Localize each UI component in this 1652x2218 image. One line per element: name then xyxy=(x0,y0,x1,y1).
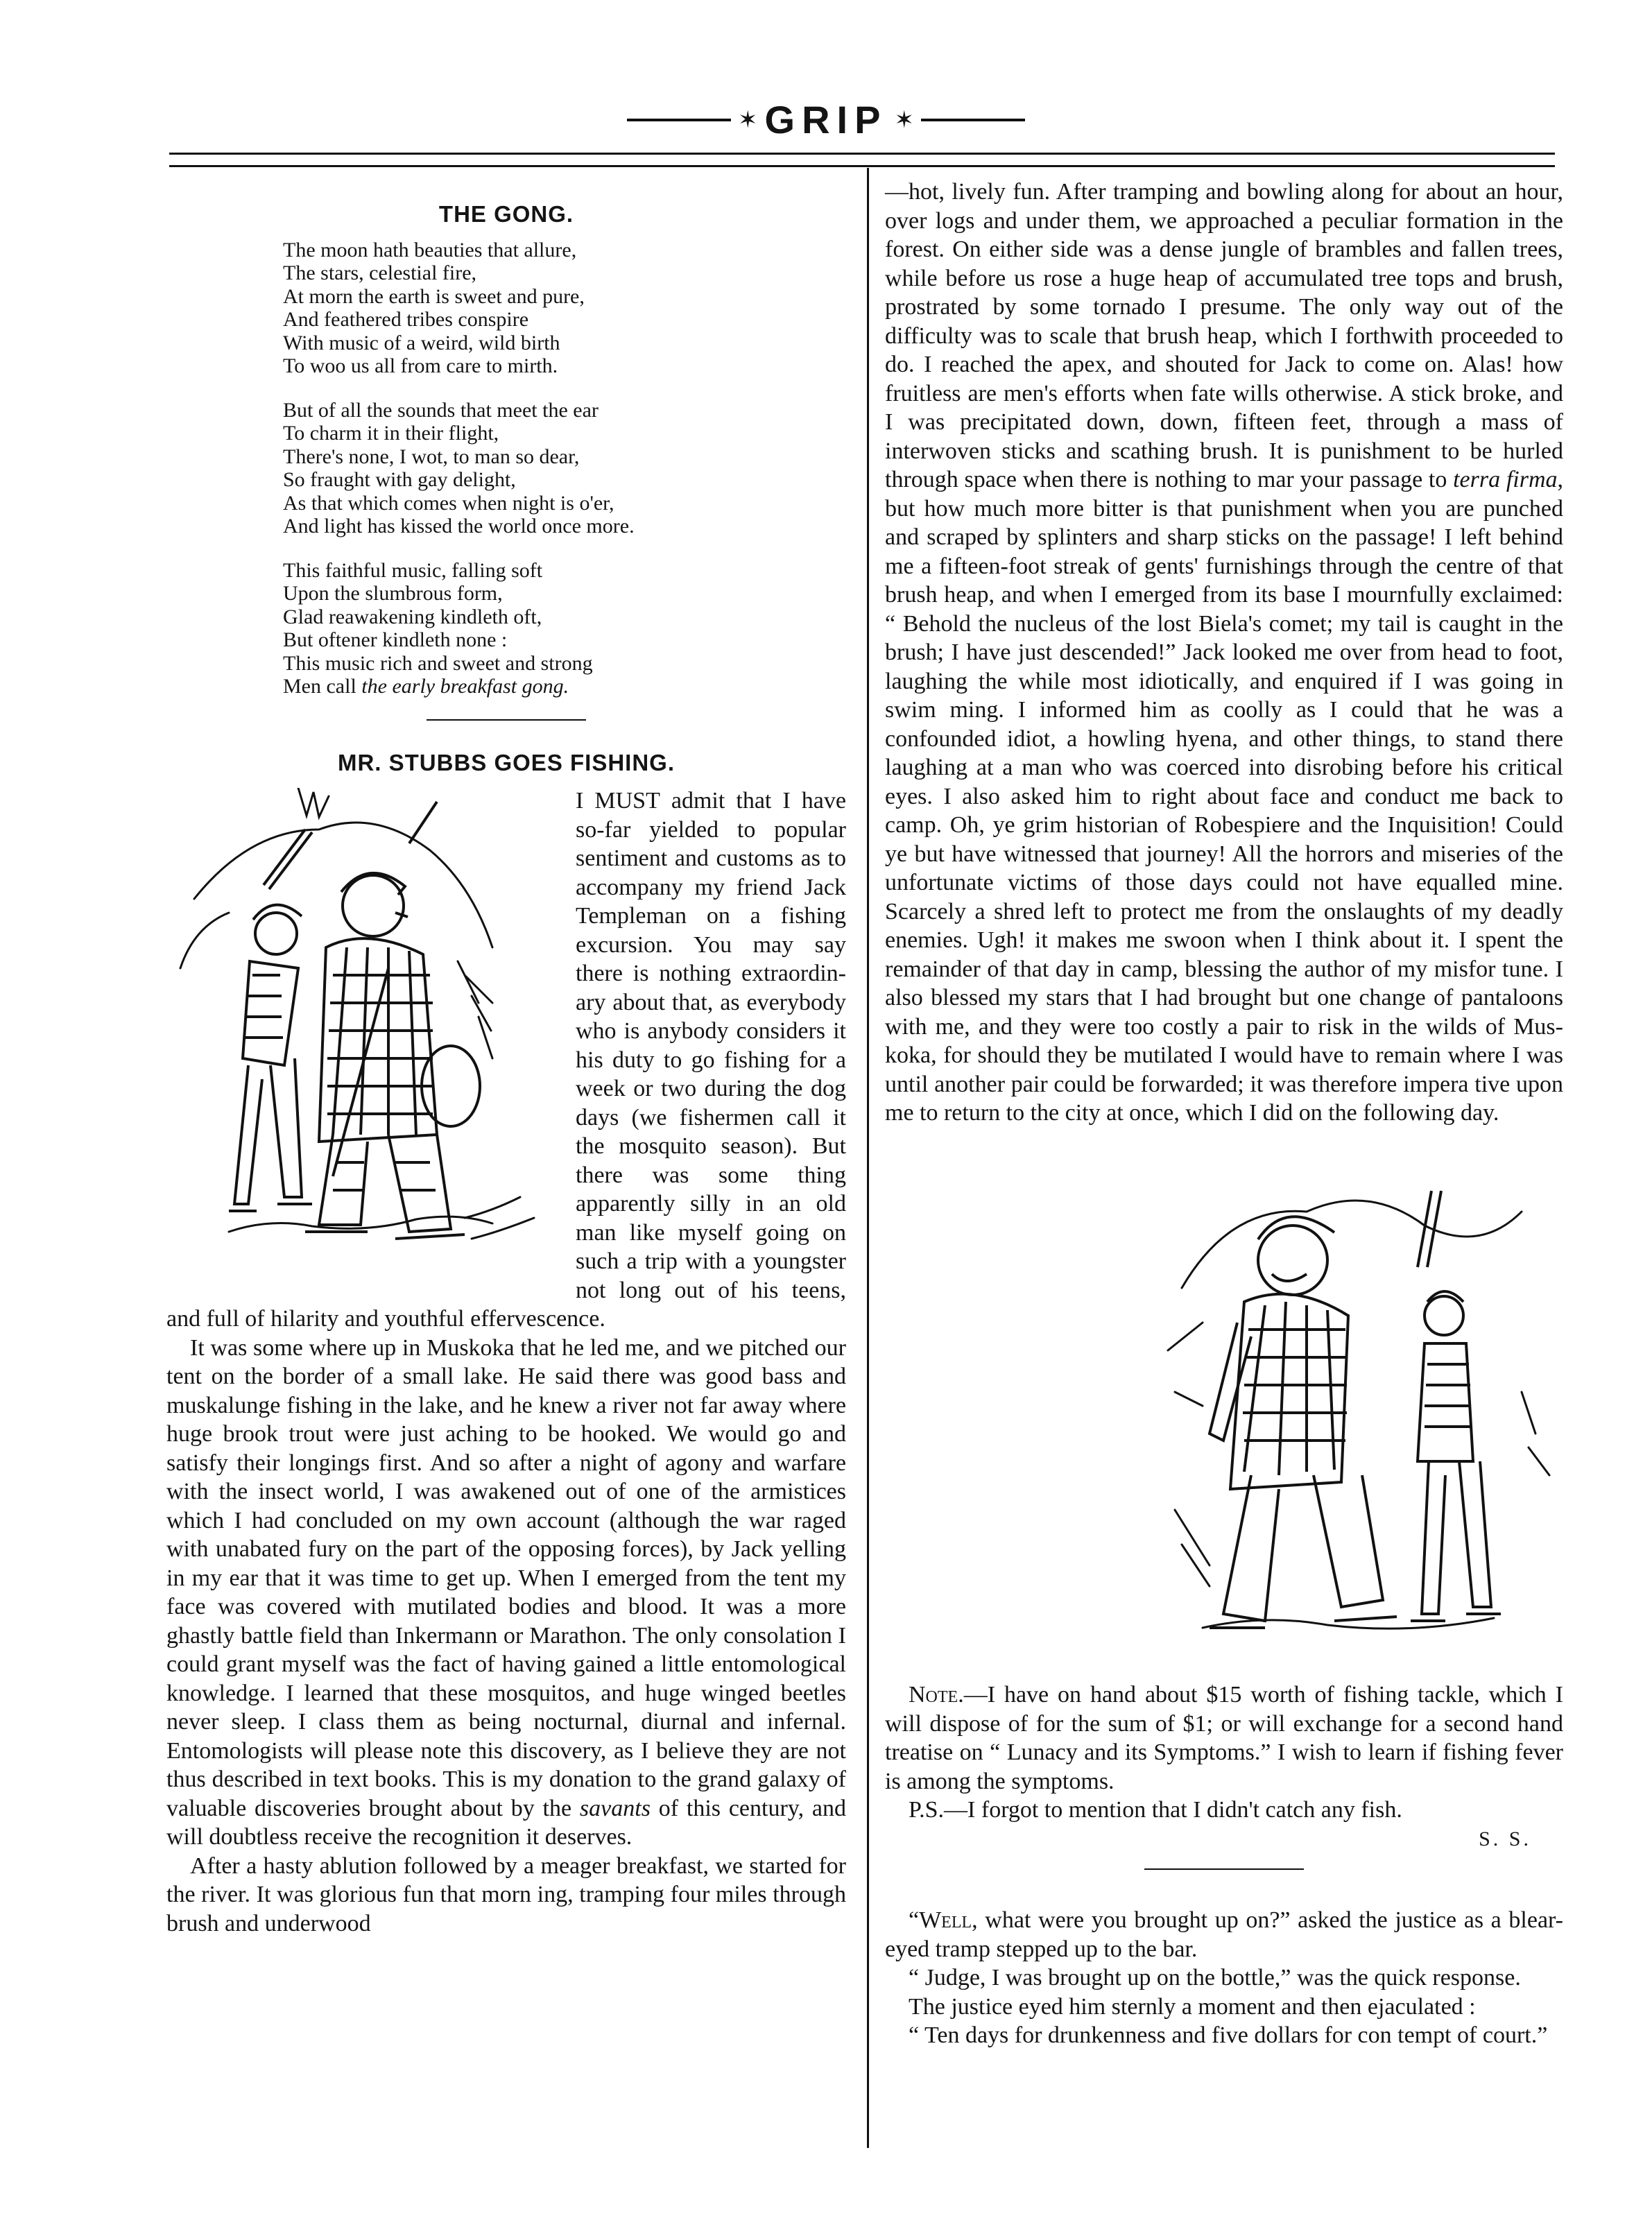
poem-line: There's none, I wot, to man so dear, xyxy=(283,445,580,468)
section-divider xyxy=(427,719,586,721)
poem-line: As that which comes when night is o'er, xyxy=(283,491,614,515)
poem-line: But oftener kindleth none : xyxy=(283,628,508,651)
article-title: MR. STUBBS GOES FISHING. xyxy=(337,749,676,775)
poem-line: Glad reawakening kindleth oft, xyxy=(283,605,542,628)
fishermen-illustration xyxy=(166,788,566,1290)
paragraph-text: —hot, lively fun. After tramping and bowling along for about an hour, over logs and under them, we approached a peculiar formation in the forest. On either side was a dense jungle of brambles and fallen trees, while before us rose a huge heap of accumulated tree tops and brush, prostrated by some tornado I presume. The only way out of the difficulty was to scale that brush heap, which I forthwith proceeded to do. I reached the apex, and shouted for Jack to come on. Alas! how fruitless are men's efforts when fate wills otherwise. A stick broke, and I was precipitated down, down, fifteen feet, through a mass of interwoven sticks and scathing brush. It is punishment to be hurled through space when there is nothing to mar your passage to xyxy=(885,179,1563,492)
section-divider xyxy=(1144,1868,1304,1870)
poem-line: And feathered tribes conspire xyxy=(283,308,529,331)
returning-fisherman-illustration xyxy=(1161,1184,1563,1674)
poem-stanza xyxy=(283,559,846,698)
paragraph-opening: I MUST xyxy=(576,788,660,814)
poem-line: So fraught with gay delight, xyxy=(283,468,516,491)
star-ornament-icon: ✶ xyxy=(894,107,914,133)
header-rule xyxy=(169,153,1555,155)
poem-line: The stars, celestial fire, xyxy=(283,261,477,284)
poem-title: THE GONG. xyxy=(438,201,574,227)
italic-text: savants xyxy=(579,1795,651,1821)
star-ornament-icon: ✶ xyxy=(738,107,758,133)
note-paragraph xyxy=(885,1680,1563,1796)
article-paragraph: After a hasty ablution followed by a meager breakfast, we started for the river. It was glorious fun that morn ing, tramping four miles through brush and underwood xyxy=(166,1852,846,1936)
note-label: Note. xyxy=(909,1682,964,1708)
paragraph-text: —I have on hand about $15 worth of fishing tackle, which I will dispose of for the sum of $1; or will exchange for a second hand treatise on “ Lunacy and its Symptoms.” I wish to learn if fishing fever is among the symptoms. xyxy=(885,1682,1563,1794)
article-paragraph xyxy=(885,178,1563,1128)
poem-line: This music rich and sweet and strong xyxy=(283,651,593,675)
paragraph-text: , but how much more bitter is that punishment when you are punched and scraped by splinters and sharp sticks on the passage! I left behind me a fifteen-foot streak of gents' furnishings through the centre of that brush heap, and when I emerged from its base I mournfully exclaimed: “ Behold the nucleus of the lost Biela's comet; my tail is caught in the brush; I have just descended!” Jack looked me over from head to foot, laughing the while most idiotically, and enquired if I was going in swim ming. I informed him as coolly as I could that he was a confounded idiot, a howling hyena, and other things, to stand there laughing at a man who was coerced into disrobing before his critical eyes. I also asked him to right about face and conduct me back to camp. Oh, ye grim historian of Robespiere and the Inquisition! Could ye but have witnessed that journey! All the horrors and miseries of the unfortunate victims of those days could not have equalled mine. Scarcely a shred left to protect me from the onslaughts of my deadly enemies. Ugh! it makes me swoon when I think about it. I spent the remainder of that day in camp, blessing the author of my misfor tune. I also blessed my stars that I had brought but one change of pantaloons with me, and they were too costly a pair to risk in the wilds of Mus koka, for should they be mutilated I would have to remain where I was until another pair could be forwarded; it was therefore impera tive upon me to return to the city at once, which I did on the following day. xyxy=(885,467,1564,1126)
article-paragraph xyxy=(166,1334,846,1852)
poem-stanza xyxy=(283,399,846,538)
joke-paragraph: The justice eyed him sternly a moment and then ejaculated : xyxy=(909,1993,1476,2020)
postscript: P.S.—I forgot to mention that I didn't catch any fish. xyxy=(909,1797,1402,1823)
poem-line: Upon the slumbrous form, xyxy=(283,582,503,605)
poem-line: To woo us all from care to mirth. xyxy=(283,354,558,377)
joke-paragraph xyxy=(885,1906,1563,1963)
poem-stanza xyxy=(283,239,846,378)
poem-line-italic: the early breakfast gong. xyxy=(361,675,569,698)
paragraph-text: It was some where up in Muskoka that he led me, and we pitched our tent on the border of a small lake. He said there was good bass and muskalunge fishing in the lake, and he knew a river not far away where huge brook trout were just aching to be hooked. We would go and satisfy their longings first. And so after a night of agony and warfare with the insect world, I was awakened out of one of the armistices which I had concluded on my own account (although the war raged with unabated fury on the part of the opposing forces), by Jack yelling in my ear that it was time to get up. When I emerged from the tent my face was covered with mutilated bodies and blood. It was a more ghastly battle field than Inkermann or Marathon. The only consolation I could grant myself was the fact of having gained a little entomological knowledge. I learned that these mosquitos, and huge winged beetles never sleep. I class them as being nocturnal, diurnal and infernal. Entomologists will please note this discovery, as I believe they are not thus described in text books. This is my donation to the grand galaxy of valuable discoveries brought about by the xyxy=(166,1334,846,1821)
masthead xyxy=(0,97,1652,142)
paragraph-text: of this century, and will doubtless receive the recognition it deserves. xyxy=(166,1795,847,1850)
poem-line: This faithful music, falling soft xyxy=(283,558,543,582)
paragraph-text: admit that I have so-far yielded to popular sentiment and customs as to accompany my friend Jack Templeman on a fishing excursion. You may say there is nothing extraordin ary about that, as everybody who is anybody considers it his duty to go fishing for a week or two during the dog days (we fishermen call it the mosquito season). But there was some thing apparently silly in an old man like myself going on such a trip with a youngster not long out of his teens, and full of hilarity and youthful effervescence. xyxy=(166,788,846,1332)
column-divider xyxy=(867,168,869,2148)
masthead-rule-right xyxy=(921,119,1025,121)
poem-the-gong xyxy=(283,239,846,698)
poem-line: With music of a weird, wild birth xyxy=(283,331,560,354)
header-rule-lower xyxy=(169,165,1555,167)
right-column xyxy=(885,178,1563,2050)
two-fishermen-drawing xyxy=(166,788,566,1290)
poem-line: The moon hath beauties that allure, xyxy=(283,238,577,261)
masthead-rule-left xyxy=(627,119,731,121)
ragged-fisherman-drawing xyxy=(1161,1184,1563,1674)
poem-line: And light has kissed the world once more. xyxy=(283,515,635,538)
poem-line xyxy=(283,675,846,698)
poem-line: To charm it in their flight, xyxy=(283,422,499,445)
left-column xyxy=(166,196,846,1938)
author-signature: S. S. xyxy=(1479,1827,1531,1850)
joke-paragraph: “ Judge, I was brought up on the bottle,” was the quick response. xyxy=(909,1965,1521,1991)
poem-line: But of all the sounds that meet the ear xyxy=(283,398,599,422)
paragraph-text: what were you brought up on?” asked the justice as a blear-eyed tramp stepped up to the bar. xyxy=(885,1907,1563,1962)
poem-line-text: Men call xyxy=(283,675,362,698)
publication-title: GRIP xyxy=(764,98,888,141)
poem-line: At morn the earth is sweet and pure, xyxy=(283,284,585,308)
joke-paragraph: “ Ten days for drunkenness and five dollars for con tempt of court.” xyxy=(909,2022,1548,2048)
italic-text: terra firma xyxy=(1453,467,1558,492)
paragraph-opening: “Well, xyxy=(909,1907,978,1933)
